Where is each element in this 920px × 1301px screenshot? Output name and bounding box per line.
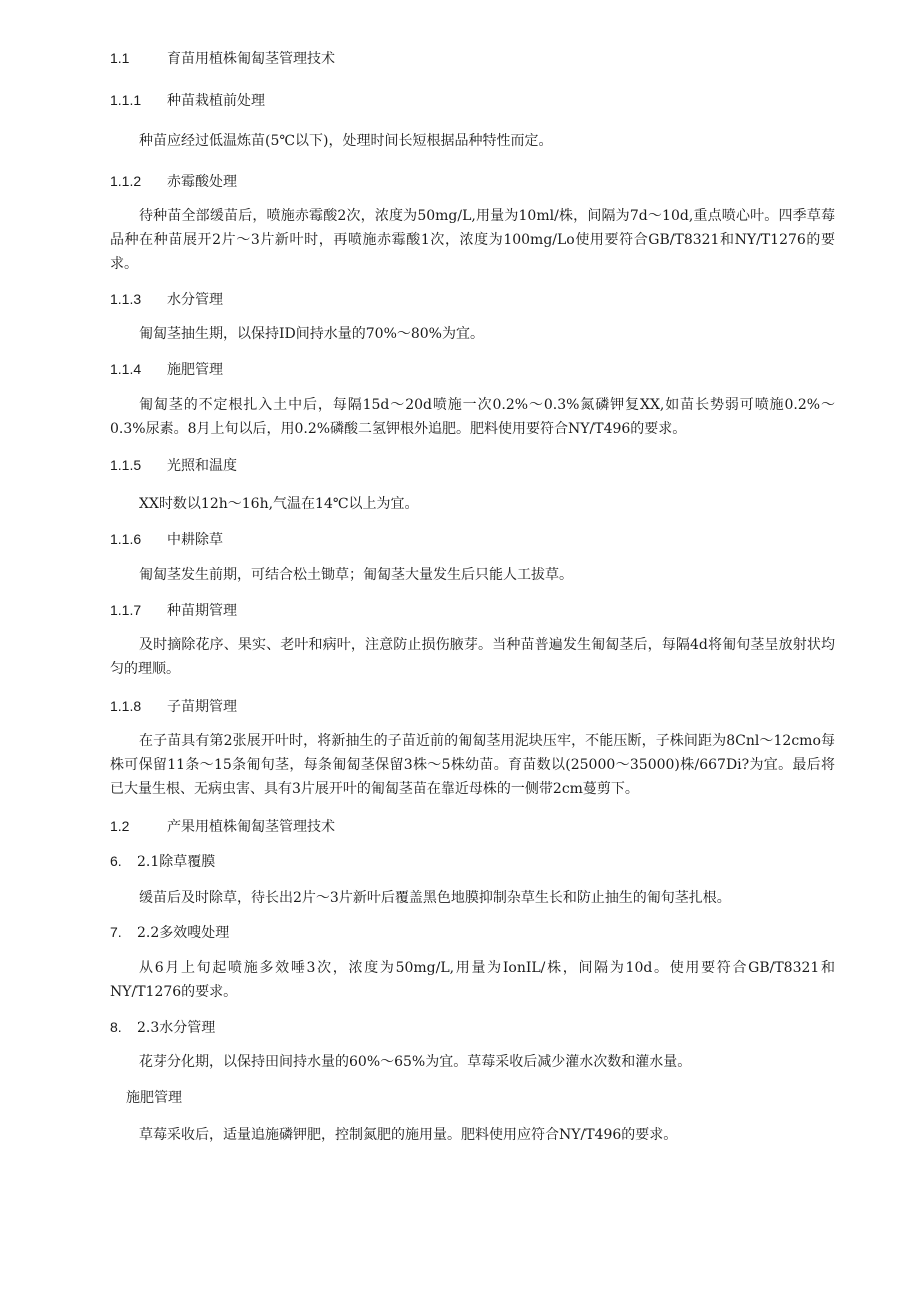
section-heading-1-2 [110, 817, 335, 836]
section-number: 1.1 [110, 50, 130, 66]
section-title: 2.1除草覆膜 [137, 854, 216, 870]
section-heading-1-1-4 [110, 360, 223, 379]
section-heading-2-2 [110, 923, 229, 942]
section-number: 1.1.4 [110, 361, 142, 377]
paragraph-fertilizer: 草莓采收后，适量追施磷钾肥，控制氮肥的施用量。肥料使用应符合NY/T496的要求。 [139, 1127, 678, 1143]
section-number: 1.1.1 [110, 92, 142, 108]
list-number: 6. [110, 853, 122, 869]
section-number: 1.1.7 [110, 602, 142, 618]
section-heading-1-1-5 [110, 456, 237, 475]
section-heading-1-1-1 [110, 91, 265, 110]
section-title: 赤霉酸处理 [167, 174, 237, 190]
section-title: 2.3水分管理 [137, 1020, 216, 1036]
section-title: 水分管理 [167, 292, 223, 308]
section-title: 中耕除草 [167, 532, 223, 548]
section-title: 种苗栽植前处理 [167, 93, 265, 109]
paragraph-2-2: 从6月上旬起喷施多效唾3次，浓度为50mg∕L,用量为IonIL/株，间隔为10d。使用要符合GB/T8321和NY/T1276的要求。 [110, 960, 835, 1000]
section-heading-fertilizer [126, 1089, 182, 1107]
section-title: 子苗期管理 [167, 699, 237, 715]
section-heading-1-1-2 [110, 172, 237, 191]
paragraph-1-1-7: 及时摘除花序、果实、老叶和病叶，注意防止损伤腋芽。当种苗普遍发生匍匐茎后，每隔4d将匍旬茎呈放射状均匀的理顺。 [110, 637, 835, 677]
section-heading-2-1 [110, 852, 215, 871]
paragraph-1-1-1: 种苗应经过低温炼苗(5℃以下)，处理时间长短根据品种特性而定。 [139, 133, 553, 149]
paragraph-1-1-5: XX时数以12h～16h,气温在14℃以上为宜。 [139, 496, 419, 512]
section-title: 光照和温度 [167, 458, 237, 474]
paragraph-1-1-3: 匍匐茎抽生期，以保持ID间持水量的70%～80%为宜。 [139, 326, 484, 342]
section-number: 1.1.3 [110, 291, 142, 307]
section-heading-1-1-7 [110, 601, 237, 620]
section-title: 产果用植株匍匐茎管理技术 [167, 819, 335, 835]
paragraph-1-1-2: 待种苗全部缓苗后，喷施赤霉酸2次，浓度为50mg∕L,用量为10ml/株，间隔为7d～10d,重点喷心叶。四季草莓品种在种苗展开2片～3片新叶时，再喷施赤霉酸1次，浓度为100mg/Lo使用要符合GB/T8321和NY/T1276的要求。 [110, 208, 835, 272]
section-number: 1.1.8 [110, 698, 142, 714]
paragraph-1-1-8: 在子苗具有第2张展开叶时，将新抽生的子苗近前的匍匐茎用泥块压牢，不能压断，子株间距为8Cnl～12cmo每株可保留11条～15条匍旬茎，每条匍匐茎保留3株～5株幼苗。育苗数以(25000～35000)株/667Di?为宜。最后将已大量生根、无病虫害、具有3片展开叶的匍匐茎苗在靠近母株的一侧带2cm蔓剪下。 [110, 733, 835, 797]
list-number: 8. [110, 1019, 122, 1035]
section-title: 育苗用植株匍匐茎管理技术 [167, 51, 335, 67]
section-title: 施肥管理 [167, 362, 223, 378]
section-heading-2-3 [110, 1018, 215, 1037]
section-title: 2.2多效嗖处理 [137, 925, 230, 941]
section-heading-1-1 [110, 49, 335, 68]
section-heading-1-1-6 [110, 530, 223, 549]
section-title: 施肥管理 [126, 1090, 182, 1106]
section-number: 1.1.6 [110, 531, 142, 547]
section-number: 1.2 [110, 818, 130, 834]
section-heading-1-1-3 [110, 290, 223, 309]
list-number: 7. [110, 924, 122, 940]
section-number: 1.1.5 [110, 457, 142, 473]
paragraph-2-3: 花芽分化期，以保持田间持水量的60%～65%为宜。草莓采收后减少灌水次数和灌水量。 [139, 1054, 692, 1070]
paragraph-2-1: 缓苗后及时除草，待长出2片～3片新叶后覆盖黑色地膜抑制杂草生长和防止抽生的匍旬茎扎根。 [139, 890, 731, 906]
paragraph-1-1-4: 匍匐茎的不定根扎入土中后，每隔15d～20d喷施一次0.2%～0.3%氮磷钾复XX,如苗长势弱可喷施0.2%～0.3%尿素。8月上旬以后，用0.2%磷酸二氢钾根外追肥。肥料使用要符合NY/T496的要求。 [110, 397, 835, 437]
paragraph-1-1-6: 匍匐茎发生前期，可结合松土锄草；匍匐茎大量发生后只能人工拔草。 [139, 567, 573, 583]
section-number: 1.1.2 [110, 173, 142, 189]
section-title: 种苗期管理 [167, 603, 237, 619]
section-heading-1-1-8 [110, 697, 237, 716]
